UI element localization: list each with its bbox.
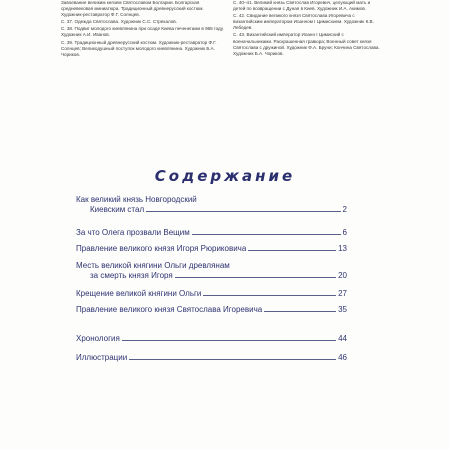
credit-entry: С. 40–41. Великий князь Святослав Игоревич, целующий мать и детей по возвращении с Дуная в Киев. Художник И.А. Акимов. [233, 0, 371, 12]
toc-page-number: 27 [338, 289, 347, 298]
credit-entry: С. 38. Подвиг молодого киевлянина при осаде Киева печенегами в 968 году. Художник А.И. Иванов. [61, 26, 224, 38]
toc-entry[interactable] [76, 228, 347, 238]
dot-leader [175, 276, 336, 278]
toc-page-number: 35 [338, 305, 347, 314]
dot-leader [146, 210, 340, 212]
toc-entry-title: Правление великого князя Святослава Игоревича [76, 305, 263, 314]
toc-entry[interactable] [76, 353, 347, 363]
dot-leader [129, 358, 336, 360]
illustration-credits-left [61, 0, 226, 59]
toc-entry-title: Правление великого князя Игоря Рюриковича [76, 244, 247, 253]
toc-entry[interactable] [76, 305, 347, 315]
toc-page-number: 20 [338, 271, 347, 280]
toc-page-number: 13 [338, 244, 347, 253]
credit-entry: Завоевание великим князем Святославом Болгарии. Болгарская средневековая миниатюра. Традиционный древнерусский костюм. Художник-реставратор Ф.Г. Солнцев. [61, 0, 204, 18]
toc-entry-title: За что Олега прозвали Вещим [76, 228, 190, 237]
toc-heading: Содержание [154, 167, 296, 185]
illustration-credits-right [233, 0, 383, 58]
dot-leader [248, 249, 336, 251]
toc-page-number: 44 [338, 334, 347, 343]
credit-entry: С. 39. Традиционный древнерусский костюм. Художник-реставратор Ф.Г. Солнцев; Великодушный поступок молодого киевлянина. Художник Б.А. Чориков. [61, 39, 217, 57]
toc-page-number: 2 [342, 205, 347, 214]
dot-leader [192, 233, 341, 235]
dot-leader [122, 339, 336, 341]
toc-entry-title-line1: Как великий князь Новгородский [76, 195, 197, 204]
toc-entry-title-line1: Месть великой княгини Ольги древлянам [76, 261, 230, 270]
toc-page-number: 46 [338, 353, 347, 362]
credit-entry: С. 43. Византийский император Иоанн I Цимисхий с военачальниками. Раскрашенная гравюра; Военный совет князя Святослава с дружиной. Художник Ф.А. Бруни; Кончина Святослава. Художник Б.А. Чориков. [233, 32, 380, 56]
toc-entry[interactable] [76, 334, 347, 344]
toc-entry[interactable] [76, 244, 347, 254]
credit-entry: С. 42. Свидание великого князя Святослава Игоревича с византийским императором Иоанном I Цимисхием. Художник К.В. Лебедев. [233, 13, 374, 31]
toc-page-number: 6 [342, 228, 347, 237]
toc-entry-title: Хронология [76, 334, 120, 343]
toc-entry[interactable] [76, 261, 347, 281]
credit-entry: С. 37. Одежда Святослава. Художник С.С. Стрекалов. [61, 19, 178, 25]
toc-entry-title: Киевским стал [90, 205, 145, 214]
dot-leader [264, 310, 336, 312]
toc-entry[interactable] [76, 289, 347, 299]
dot-leader [203, 294, 336, 296]
toc-entry-title: Крещение великой княгини Ольги [76, 289, 202, 298]
toc-entry-title: за смерть князя Игоря [90, 271, 173, 280]
toc-entry[interactable] [76, 195, 347, 215]
toc-entry-title: Иллюстрации [76, 353, 128, 362]
